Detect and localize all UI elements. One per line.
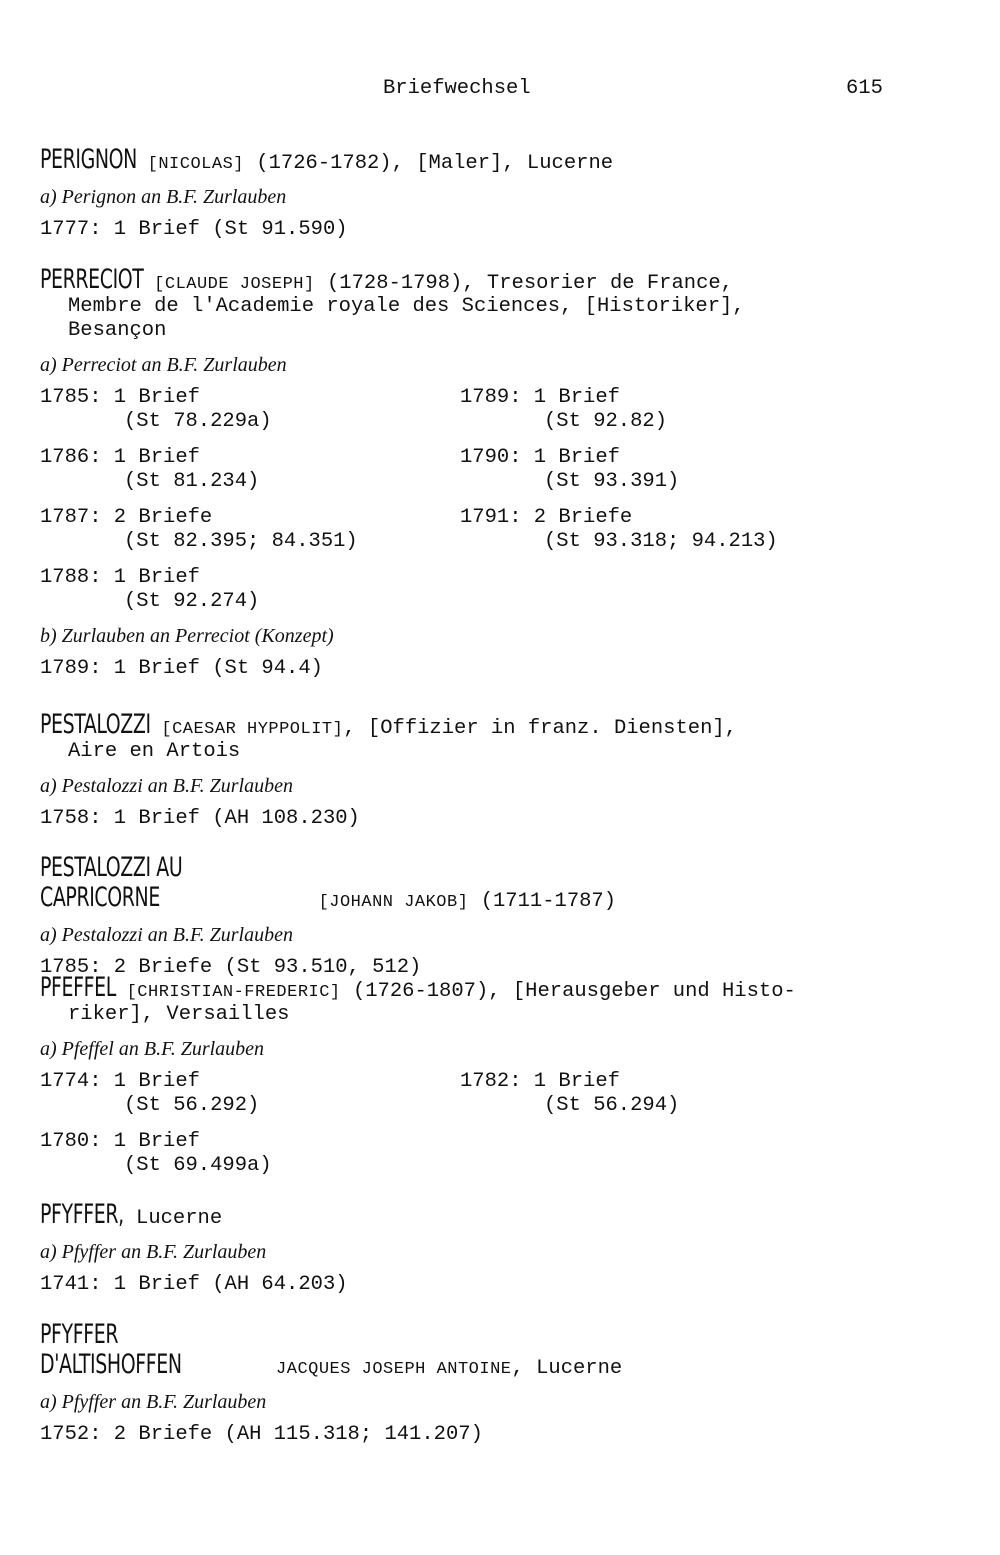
letter-record: 1789: 1 Brief (St 94.4): [40, 657, 323, 680]
index-entry: [40, 710, 940, 831]
entry-given-name: [NICOLAS]: [136, 155, 244, 174]
letter-year-count: 1790: 1 Brief: [460, 446, 620, 469]
entry-name-wrap: [40, 973, 116, 1003]
letter-record-grid: [40, 1070, 940, 1178]
entry-name: PERRECIOT: [40, 264, 144, 295]
letter-record: [40, 506, 460, 554]
letter-record: 1752: 2 Briefe (AH 115.318; 141.207): [40, 1423, 483, 1446]
letter-reference: (St 81.234): [124, 470, 260, 493]
letter-year-count: 1786: 1 Brief: [40, 446, 200, 469]
letter-year-count: 1782: 1 Brief: [460, 1070, 620, 1093]
letter-reference: (St 69.499a): [124, 1154, 272, 1177]
entry-heading: [40, 853, 940, 913]
entry-details-continued: Aire en Artois: [68, 740, 241, 763]
page-number: 615: [846, 77, 883, 100]
letter-year-count: 1780: 1 Brief: [40, 1130, 200, 1153]
letter-reference: (St 93.391): [544, 470, 680, 493]
correspondence-heading: a) Pfyffer an B.F. Zurlauben: [40, 1391, 267, 1413]
letter-record: [460, 386, 880, 434]
entry-name-wrap: [40, 1320, 265, 1380]
correspondence-heading: a) Perreciot an B.F. Zurlauben: [40, 354, 287, 376]
correspondence-heading: a) Pestalozzi an B.F. Zurlauben: [40, 775, 293, 797]
letter-year-count: 1787: 2 Briefe: [40, 506, 213, 529]
letter-record: [460, 1070, 880, 1118]
letter-record: [40, 446, 460, 494]
entry-name: PFEFFEL: [40, 972, 116, 1003]
letter-record: [460, 446, 880, 494]
index-entry: [40, 1200, 940, 1297]
entry-details: (1728-1798), Tresorier de France,: [314, 272, 733, 295]
entry-name: PFYFFER,: [40, 1199, 124, 1230]
letter-reference: (St 92.274): [124, 590, 260, 613]
index-entry: [40, 265, 940, 681]
entry-name-wrap: [40, 265, 143, 295]
letter-reference: (St 93.318; 94.213): [544, 530, 778, 553]
entry-name: PFYFFER D'ALTISHOFFEN: [40, 1319, 182, 1380]
letter-year-count: 1774: 1 Brief: [40, 1070, 200, 1093]
page-header: [0, 77, 1000, 103]
running-title: Briefwechsel: [383, 77, 531, 100]
letter-record: 1785: 2 Briefe (St 93.510, 512): [40, 956, 422, 979]
entry-details-continued: riker], Versailles: [68, 1003, 290, 1026]
entry-heading: [40, 973, 940, 1003]
entry-heading: [40, 145, 940, 175]
letter-record: [40, 1070, 460, 1118]
entry-details: (1711-1787): [468, 890, 617, 913]
entry-name: PERIGNON: [40, 144, 137, 175]
letter-reference: (St 56.294): [544, 1094, 680, 1117]
entry-details-continued: Besançon: [68, 319, 167, 342]
entry-heading: [40, 1320, 940, 1380]
entry-given-name: [CLAUDE JOSEPH]: [143, 275, 315, 294]
correspondence-heading: a) Pestalozzi an B.F. Zurlauben: [40, 924, 293, 946]
letter-record: 1777: 1 Brief (St 91.590): [40, 218, 348, 241]
letter-record-grid: [40, 386, 940, 614]
letter-record: [460, 506, 880, 554]
letter-year-count: 1789: 1 Brief: [460, 386, 620, 409]
correspondence-heading: a) Pfeffel an B.F. Zurlauben: [40, 1038, 265, 1060]
letter-reference: (St 82.395; 84.351): [124, 530, 358, 553]
index-entry: [40, 1320, 940, 1447]
entry-name: PESTALOZZI: [40, 709, 151, 740]
entry-given-name: JACQUES JOSEPH ANTOINE: [265, 1360, 512, 1379]
entry-details: , Lucerne: [511, 1357, 623, 1380]
letter-record: [40, 1130, 460, 1178]
entry-given-name: [CHRISTIAN-FREDERIC]: [115, 983, 341, 1002]
entry-details-continued: Membre de l'Academie royale des Sciences, [Historiker],: [68, 295, 745, 318]
entry-heading: [40, 265, 940, 295]
letter-year-count: 1788: 1 Brief: [40, 566, 200, 589]
letter-reference: (St 92.82): [544, 410, 668, 433]
entry-given-name: [JOHANN JAKOB]: [307, 893, 469, 912]
entry-heading: [40, 1200, 940, 1230]
letter-year-count: 1791: 2 Briefe: [460, 506, 633, 529]
letter-year-count: 1785: 1 Brief: [40, 386, 200, 409]
entry-name-wrap: [40, 145, 137, 175]
letter-record: 1758: 1 Brief (AH 108.230): [40, 807, 360, 830]
index-entry: [40, 145, 940, 242]
entry-name-wrap: [40, 1200, 124, 1230]
entry-name: PESTALOZZI AU CAPRICORNE: [40, 852, 183, 913]
entry-heading: [40, 710, 940, 740]
letter-record: [40, 386, 460, 434]
entry-details: Lucerne: [123, 1207, 223, 1230]
index-entry: [40, 973, 940, 1178]
correspondence-heading: a) Pfyffer an B.F. Zurlauben: [40, 1241, 267, 1263]
entry-name-wrap: [40, 853, 308, 913]
letter-reference: (St 78.229a): [124, 410, 272, 433]
letter-reference: (St 56.292): [124, 1094, 260, 1117]
entry-details: (1726-1807), [Herausgeber und Histo-: [340, 980, 796, 1003]
letter-record: [40, 566, 460, 614]
index-entry: [40, 853, 940, 980]
letter-record: 1741: 1 Brief (AH 64.203): [40, 1273, 348, 1296]
entry-details: (1726-1782), [Maler], Lucerne: [243, 152, 614, 175]
correspondence-heading: b) Zurlauben an Perreciot (Konzept): [40, 625, 334, 647]
entry-details: , [Offizier in franz. Diensten],: [343, 717, 737, 740]
entry-given-name: [CAESAR HYPPOLIT]: [150, 720, 344, 739]
correspondence-heading: a) Perignon an B.F. Zurlauben: [40, 186, 287, 208]
entry-name-wrap: [40, 710, 151, 740]
